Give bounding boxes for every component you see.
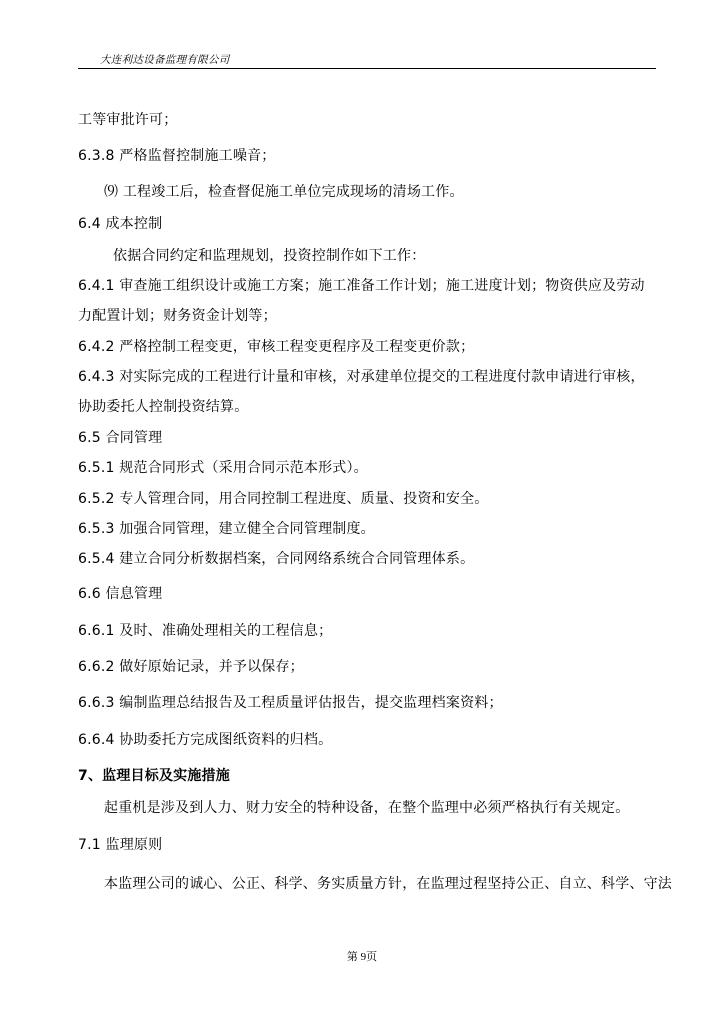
text-line: 6.6.2 做好原始记录，并予以保存； (78, 659, 304, 675)
section-heading: 6.5 合同管理 (78, 430, 163, 446)
text-line: 6.4.2 严格控制工程变更，审核工程变更程序及工程变更价款； (78, 339, 475, 355)
text-line: 6.6.3 编制监理总结报告及工程质量评估报告，提交监理档案资料； (78, 695, 503, 711)
section-heading: 6.6 信息管理 (78, 586, 163, 602)
text-line: 协助委托人控制投资结算。 (78, 399, 249, 415)
text-line: 6.5.2 专人管理合同，用合同控制工程进度、质量、投资和安全。 (78, 491, 489, 507)
chapter-heading: 7、监理目标及实施措施 (78, 768, 230, 784)
header-company-name: 大连利达设备监理有限公司 (100, 54, 230, 66)
text-line: 力配置计划；财务资金计划等； (78, 308, 277, 324)
header-rule (78, 68, 656, 69)
text-line: 6.6.1 及时、准确处理相关的工程信息； (78, 623, 333, 639)
text-line: ⑼ 工程竣工后，检查督促施工单位完成现场的清场工作。 (104, 184, 464, 200)
text-line: 工等审批许可； (78, 112, 178, 128)
text-line: 6.5.1 规范合同形式（采用合同示范本形式）。 (78, 460, 368, 476)
text-line: 依据合同约定和监理规划，投资控制作如下工作： (113, 248, 426, 264)
text-line: 起重机是涉及到人力、财力安全的特种设备，在整个监理中必须严格执行有关规定。 (104, 800, 630, 816)
text-line: 6.4.1 审查施工组织设计或施工方案；施工准备工作计划；施工进度计划；物资供应及劳动 (78, 278, 645, 294)
text-line: 本监理公司的诚心、公正、科学、务实质量方针，在监理过程坚持公正、自立、科学、守法 (104, 876, 672, 892)
text-line: 6.5.4 建立合同分析数据档案，合同网络系统合合同管理体系。 (78, 551, 475, 567)
page-number: 第 9页 (346, 951, 378, 963)
text-line: 6.5.3 加强合同管理，建立健全合同管理制度。 (78, 521, 375, 537)
text-line: 6.3.8 严格监督控制施工噪音； (78, 148, 276, 164)
section-heading: 7.1 监理原则 (78, 837, 163, 853)
section-heading: 6.4 成本控制 (78, 216, 163, 232)
text-line: 6.4.3 对实际完成的工程进行计量和审核，对承建单位提交的工程进度付款申请进行审核， (78, 369, 645, 385)
text-line: 6.6.4 协助委托方完成图纸资料的归档。 (78, 732, 333, 748)
